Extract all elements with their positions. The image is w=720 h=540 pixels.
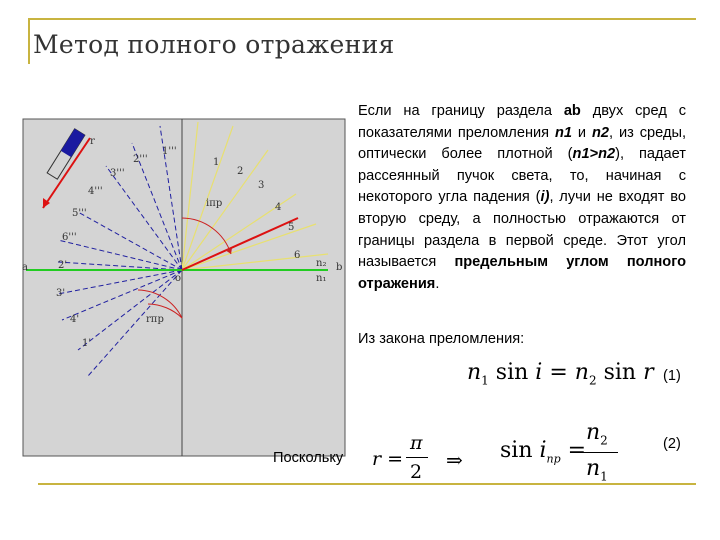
total-reflection-diagram [20,118,350,460]
since-label: Поскольку [273,450,344,466]
label-refracted-4: 4 [275,202,282,213]
label-r: r [90,136,95,147]
implies-arrow: ⇒ [446,448,463,472]
description-paragraph: Если на границу раздела ab двух сред с показателями преломления n1 и n2, из среды, оптически более плотной (n1>n2), падает рассеянный пучок света, то, начиная с некоторого угла падения (i), лучи не входят во вторую среду, а полностью отражаются от границы раздела в первой среде. Этот угол называется предельным углом полного отражения. [358,103,686,292]
label-b: b [336,262,343,273]
label-incident-2: 2''' [133,154,148,165]
refraction-law-label: Из закона преломления: [358,331,525,347]
slide-title: Метод полного отражения [33,30,395,59]
term-ab: ab [563,103,581,119]
label-refracted-2: 2 [237,166,244,177]
term-n2: n2 [591,124,610,141]
equation-1-number: (1) [663,368,681,384]
label-refracted-5: 5 [288,222,295,233]
term-i: i) [540,189,550,206]
label-a: a [22,262,28,273]
label-incident-4: 4''' [88,186,103,197]
label-n1: n₁ [316,273,327,284]
label-o: o [175,273,182,284]
diagram-background [23,119,345,456]
frame-left-line [28,18,30,64]
label-inp: iпр [206,198,223,209]
label-reflected-3: 3' [56,288,66,299]
term-critical-angle: предельным углом полного отражения [358,254,686,292]
frame-top-line [28,18,696,20]
equation-snell: $n_1$ $\sin i = n_2$ sin r [467,360,654,388]
label-reflected-4: 4' [70,314,80,325]
label-incident-3: 3''' [110,168,125,179]
label-refracted-6: 6 [294,250,301,261]
label-refracted-3: 3 [258,180,265,191]
label-incident-6: 6''' [62,232,77,243]
label-reflected-2: 2' [58,260,68,271]
label-incident-1: 1''' [162,146,177,157]
label-refracted-1: 1 [213,157,220,168]
term-n1-gt-n2: n1>n2 [572,146,616,163]
equation-2-number: (2) [663,436,681,452]
label-incident-5: 5''' [72,208,87,219]
term-n1: n1 [554,124,572,141]
label-rnp: rпр [146,314,164,325]
label-reflected-1: 1' [82,338,92,349]
label-n2: n₂ [316,258,327,269]
